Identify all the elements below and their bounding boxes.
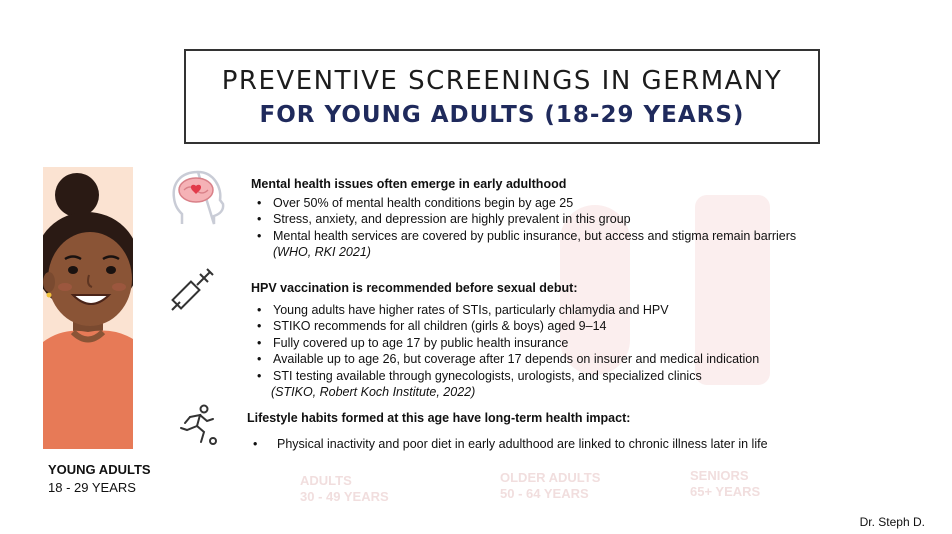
young-adult-portrait bbox=[43, 167, 133, 449]
citation: (STIKO, Robert Koch Institute, 2022) bbox=[271, 385, 476, 399]
section-heading: HPV vaccination is recommended before sexual debut: bbox=[251, 281, 578, 295]
slide-subtitle: FOR YOUNG ADULTS (18-29 YEARS) bbox=[259, 101, 745, 128]
list-item: • Young adults have higher rates of STIs, particularly chlamydia and HPV bbox=[251, 302, 759, 319]
list-item: • STIKO recommends for all children (girls & boys) aged 9–14 bbox=[251, 318, 759, 335]
syringe-icon bbox=[170, 268, 214, 317]
list-item: • Available up to age 26, but coverage after 17 depends on insurer and medical indication bbox=[251, 351, 759, 368]
background-label: SENIORS 65+ YEARS bbox=[690, 468, 761, 499]
list-item: • Mental health services are covered by public insurance, but access and stigma remain barriers bbox=[251, 228, 796, 245]
mental-health-section bbox=[251, 176, 796, 261]
background-label: OLDER ADULTS 50 - 64 YEARS bbox=[500, 470, 601, 501]
section-heading: Mental health issues often emerge in early adulthood bbox=[251, 177, 567, 191]
list-item: • Over 50% of mental health conditions begin by age 25 bbox=[251, 195, 796, 212]
background-label: ADULTS 30 - 49 YEARS bbox=[300, 473, 389, 504]
author-credit: Dr. Steph D. bbox=[859, 515, 925, 529]
bullet-list bbox=[251, 302, 759, 385]
list-item: • Fully covered up to age 17 by public health insurance bbox=[251, 335, 759, 352]
running-person-icon bbox=[173, 404, 219, 451]
section-heading: Lifestyle habits formed at this age have long-term health impact: bbox=[247, 411, 631, 425]
portrait-illustration bbox=[43, 167, 133, 449]
lifestyle-section bbox=[247, 410, 768, 452]
bullet-list bbox=[247, 436, 768, 453]
list-item: • Stress, anxiety, and depression are highly prevalent in this group bbox=[251, 211, 796, 228]
brain-head-icon bbox=[168, 168, 228, 231]
bullet-list bbox=[251, 195, 796, 245]
slide-title: PREVENTIVE SCREENINGS IN GERMANY bbox=[221, 65, 783, 96]
age-group-label: YOUNG ADULTS bbox=[48, 462, 151, 477]
hpv-vaccination-section bbox=[251, 280, 759, 401]
list-item: • Physical inactivity and poor diet in early adulthood are linked to chronic illness later in life bbox=[247, 436, 768, 453]
citation: (WHO, RKI 2021) bbox=[273, 245, 371, 259]
age-range-label: 18 - 29 YEARS bbox=[48, 480, 136, 495]
list-item: • STI testing available through gynecologists, urologists, and specialized clinics bbox=[251, 368, 759, 385]
title-box bbox=[184, 49, 820, 144]
